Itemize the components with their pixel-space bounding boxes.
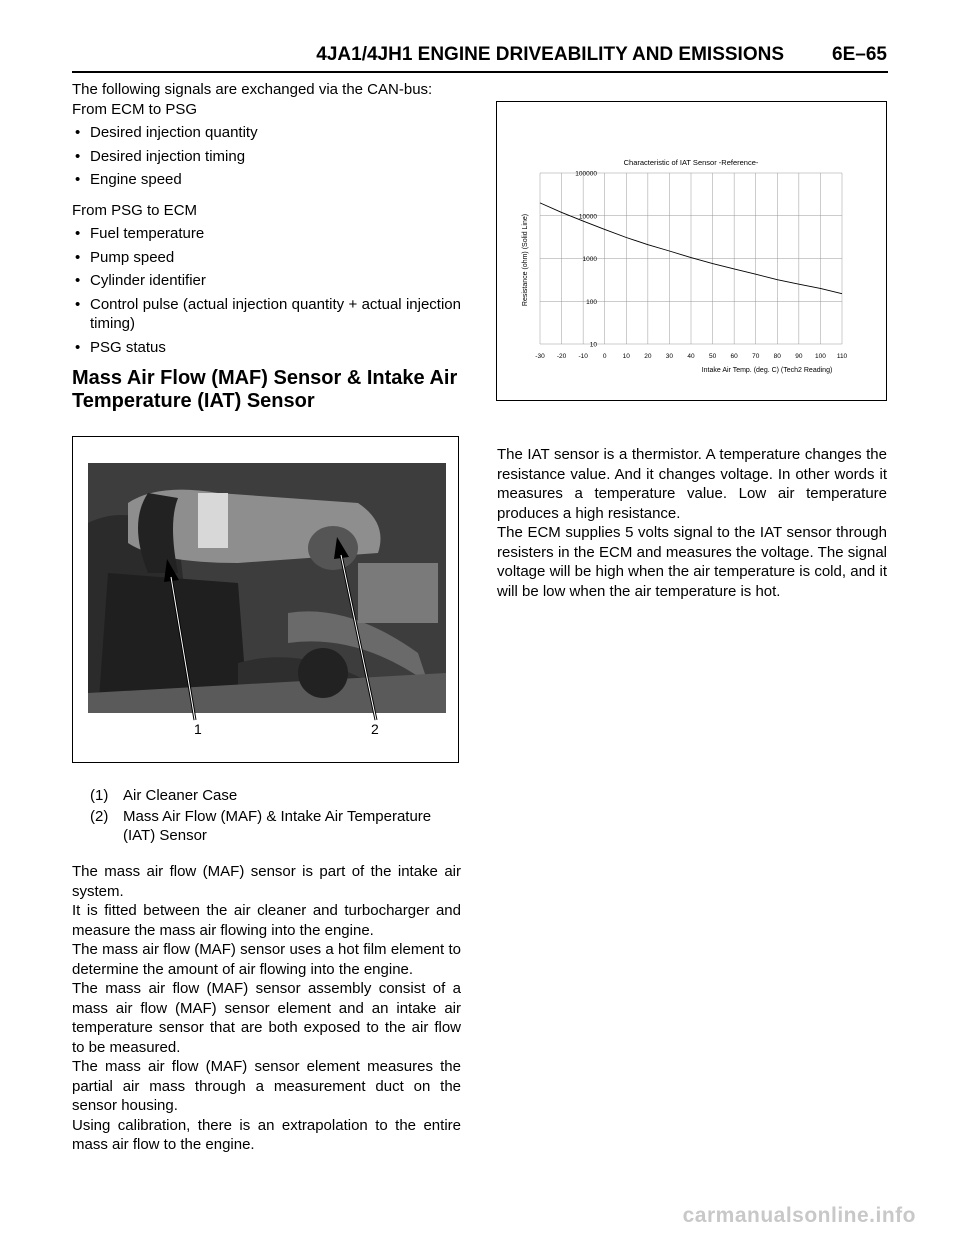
caption-text: Air Cleaner Case bbox=[123, 787, 238, 804]
ecm-to-psg-label: From ECM to PSG bbox=[72, 100, 198, 118]
x-axis-label: Intake Air Temp. (deg. C) (Tech2 Reading) bbox=[701, 367, 833, 374]
section-heading: Mass Air Flow (MAF) Sensor & Intake Air Temperature (IAT) Sensor bbox=[72, 367, 458, 412]
paragraph: The mass air flow (MAF) sensor uses a hot film element to determine the amount of air flowing into the engine. bbox=[72, 941, 461, 978]
callout-1: 1 bbox=[194, 721, 202, 737]
x-tick-label: -20 bbox=[556, 353, 567, 360]
page-title: 4JA1/4JH1 ENGINE DRIVEABILITY AND EMISSIONS bbox=[316, 44, 784, 65]
list-item: • Fuel temperature bbox=[72, 224, 461, 244]
x-tick-labels bbox=[535, 353, 847, 360]
left-column bbox=[72, 80, 461, 413]
caption-text: Mass Air Flow (MAF) & Intake Air Temperature (IAT) Sensor bbox=[123, 807, 432, 844]
paragraph: The mass air flow (MAF) sensor assembly consist of a mass air flow (MAF) sensor element and an intake air temperature sensor that are both exposed to the air flow to be measured. bbox=[72, 980, 461, 1056]
callout-arrows bbox=[73, 437, 460, 764]
psg-to-ecm-label: From PSG to ECM bbox=[72, 201, 198, 219]
y-axis-label: Resistance (ohm) (Solid Line) bbox=[522, 213, 529, 307]
list-item: • Pump speed bbox=[72, 248, 461, 268]
paragraph: The ECM supplies 5 volts signal to the IAT sensor through resisters in the ECM and measures the voltage. The signal voltage will be high when the air temperature is cold, and it will be low when the air temperature is hot. bbox=[497, 524, 887, 600]
list-item: • Engine speed bbox=[72, 170, 461, 190]
caption-item bbox=[90, 786, 460, 806]
intro-text: The following signals are exchanged via the CAN-bus: bbox=[72, 81, 433, 98]
paragraph: It is fitted between the air cleaner and turbocharger and measure the mass air flowing into the engine. bbox=[72, 902, 461, 939]
caption-number: (2) bbox=[90, 807, 109, 825]
list-item: • Desired injection quantity bbox=[72, 123, 461, 143]
list-item: • Control pulse (actual injection quantity + actual injection timing) bbox=[72, 295, 461, 334]
paragraph: The IAT sensor is a thermistor. A temperature changes the resistance value. And it changes voltage. In other words it measures a temperature value. Low air temperature produces a high resistance. bbox=[497, 446, 887, 522]
caption-item bbox=[90, 807, 460, 846]
watermark: carmanualsonline.info bbox=[682, 1204, 916, 1227]
psg-to-ecm-list bbox=[72, 224, 461, 357]
paragraph: Using calibration, there is an extrapolation to the entire mass air flow to the engine. bbox=[72, 1116, 461, 1153]
chart-title: Characteristic of IAT Sensor -Reference- bbox=[623, 158, 759, 167]
paragraph: The mass air flow (MAF) sensor element measures the partial air mass through a measurement duct on the sensor housing. bbox=[72, 1058, 461, 1114]
figure-captions bbox=[90, 786, 460, 847]
list-item: • Desired injection timing bbox=[72, 147, 461, 167]
x-tick-label: 20 bbox=[644, 353, 652, 360]
list-item: • PSG status bbox=[72, 338, 461, 358]
y-tick-label: 10 bbox=[589, 341, 597, 349]
x-tick-label: 100 bbox=[814, 353, 826, 360]
y-tick-label: 1000 bbox=[582, 256, 597, 263]
y-tick-label: 100 bbox=[586, 298, 597, 306]
list-item: • Cylinder identifier bbox=[72, 271, 461, 291]
x-tick-label: 50 bbox=[708, 353, 717, 360]
y-tick-label: 10000 bbox=[578, 213, 597, 221]
x-tick-label: 0 bbox=[602, 353, 607, 360]
x-tick-label: 70 bbox=[752, 353, 760, 360]
y-tick-label: 100000 bbox=[575, 170, 597, 178]
x-tick-label: 10 bbox=[622, 353, 630, 360]
page-header bbox=[0, 44, 960, 70]
maf-description bbox=[72, 862, 461, 1155]
x-tick-label: 30 bbox=[665, 353, 674, 360]
x-tick-label: -30 bbox=[535, 353, 545, 360]
x-tick-label: 40 bbox=[687, 353, 695, 360]
figure-frame bbox=[72, 436, 459, 763]
x-tick-label: 90 bbox=[795, 353, 803, 360]
header-rule bbox=[72, 71, 888, 73]
caption-number: (1) bbox=[90, 787, 109, 804]
right-column bbox=[497, 445, 887, 601]
x-tick-label: 80 bbox=[773, 353, 781, 360]
iat-chart-frame bbox=[496, 101, 887, 401]
x-tick-label: -10 bbox=[578, 353, 588, 360]
x-tick-label: 110 bbox=[836, 353, 848, 360]
iat-chart bbox=[497, 102, 886, 400]
callout-2: 2 bbox=[371, 721, 379, 737]
paragraph: The mass air flow (MAF) sensor is part of the intake air system. bbox=[72, 863, 461, 900]
ecm-to-psg-list bbox=[72, 123, 461, 190]
x-tick-label: 60 bbox=[730, 353, 738, 360]
y-tick-labels bbox=[575, 171, 597, 349]
page-number: 6E–65 bbox=[832, 44, 887, 65]
